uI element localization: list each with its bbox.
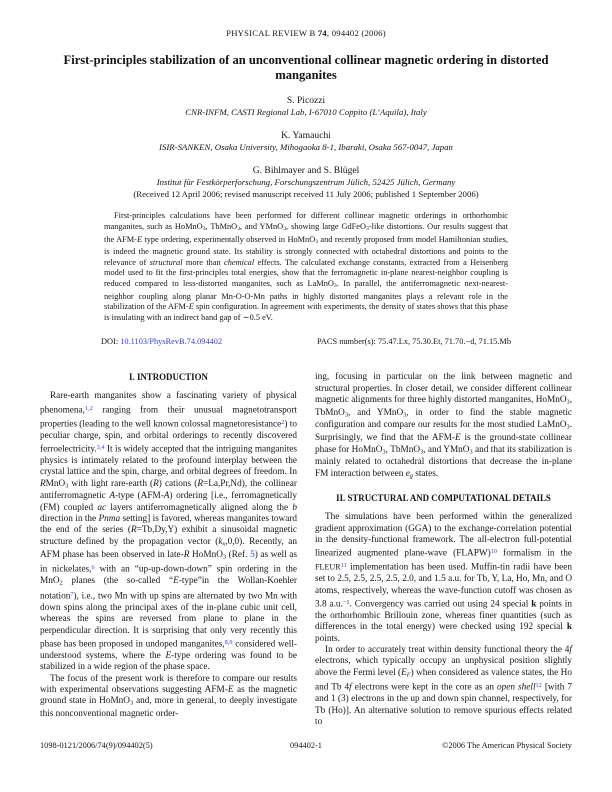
text-run: R [197, 478, 203, 489]
text-run: HoMnO [189, 549, 223, 560]
text-run: ,0,0). Recently, an AFM phase has been observed in late- [40, 536, 297, 560]
author-name: S. Picozzi [286, 95, 326, 107]
text-run: points in the orthorhombic Brillouin zone, whereas finer quantities (such as differences in the total energy) were checked using 192 special [315, 599, 573, 633]
text-run: E [455, 433, 461, 444]
text-run: ranging from their unusual magnetotransport properties (leading to the well known colossal magnetoresistance [40, 405, 297, 430]
text-run: ing, focusing in particular on the link between magnetic and structural properties. In closer detail, we consider different collinear magnetic alignments for three highly distorted manganites, HoMnO [315, 372, 572, 406]
journal-header [40, 28, 572, 38]
text-run: 3 [403, 411, 407, 419]
text-run: ), i.e., two Mn with up spins are alternated by two Mn with down spins along the principal axes of the in-plane cubic unit cell, whereas the spins are reversed from plane to plane in the perpendicular direction. It is surprising that only very recently this phase has been proposed in undoped manganites, [40, 591, 297, 650]
text-run: , and YMnO [347, 407, 404, 418]
text-run: FLEUR [315, 562, 341, 572]
text-run: ac [97, 502, 107, 513]
text-run: , TbMnO [205, 221, 238, 231]
text-run: k [566, 622, 572, 633]
pacs-line: PACS number(s): 75.47.Lx, 75.30.Et, 71.70.−d, 71.15.Mb [317, 337, 511, 347]
text-run: −1 [342, 599, 350, 607]
text-run: 3 [344, 411, 348, 419]
text-run: -type (AFM- [114, 491, 164, 502]
citation-link[interactable]: 12 [535, 682, 542, 690]
left-column [40, 372, 297, 728]
text-run: The simulations have been performed within the generalized gradient approximation (GGA) to the exchange-correlation potential in the density-functional framework. The all-electron full-potential linearized augmented plane-wave (FLAPW) [315, 512, 572, 559]
received-line: (Received 12 April 2006; revised manuscript received 11 July 2006; published 1 September 2006) [133, 189, 479, 200]
text-run: It is widely accepted that the intriguing manganites physics is intimately related to the profound interplay between the crystal lattice and the spin, charge, and orbital degrees of freedom. In [40, 444, 297, 478]
text-run: ) when considered as valence states, the Ho and Tb 4 [315, 667, 572, 694]
text-run: . Convergency was carried out using 24 special [349, 599, 532, 610]
text-run: . Surprisingly, we find that the AFM- [315, 420, 572, 444]
citation-link[interactable]: 7 [70, 590, 74, 598]
text-run: is the ground-state collinear phase for HoMnO [315, 433, 572, 455]
paragraph [315, 645, 572, 728]
text-run: E [165, 650, 172, 661]
text-run: f [569, 645, 572, 656]
abstract [104, 211, 508, 323]
text-run: . In parallel, the antiferromagnetic next-nearest-neighbor coupling along planar Mn-O-O-Mn paths in highly distorted manganites plays a relevant role in the stabilization of the AFM- [104, 278, 508, 312]
text-run: , TbMnO [315, 395, 572, 418]
author-name: G. Bihlmayer and S. Blügel [252, 165, 360, 177]
text-run: 3 [566, 423, 570, 431]
text-run: 3 [566, 398, 570, 406]
text-run: type ordering, experimentally observed in HoMnO [142, 234, 316, 244]
section-heading-structural-details: II. STRUCTURAL AND COMPUTATIONAL DETAILS [336, 493, 551, 504]
text-run: , showing large GdFeO [286, 221, 367, 231]
author-block-yamauchi [40, 130, 572, 152]
text-run: effects. The calculated exchange constants, extracted from a Heisenberg model used to fit the first-principles total energies, show that the ferromagnetic in-plane nearest-neighbor coupling is reduced compared to less-distorted manganites, such as LaMnO [104, 257, 508, 288]
text-run: E [188, 302, 194, 312]
author-name: K. Yamauchi [281, 130, 331, 142]
text-run: 2 [59, 579, 63, 587]
author-affiliation: Institut für Festkörperforschung, Forschungszentrum Jülich, 52425 Jülich, Germany [156, 177, 456, 188]
paragraph [315, 372, 572, 481]
citation-link[interactable]: 8,9 [224, 638, 233, 646]
paper-title: First-principles stabilization of an unconventional collinear magnetic ordering in distorted manganites [63, 53, 549, 82]
text-run: structural [149, 257, 183, 267]
citation-link[interactable]: 10 [490, 548, 497, 556]
text-run: 3 [65, 482, 69, 490]
text-run: g [409, 471, 413, 479]
citation-link[interactable]: 11 [340, 562, 347, 570]
citation-link[interactable]: 5 [250, 549, 255, 560]
text-run: layers antiferromagnetically aligned along the [106, 502, 293, 513]
doi-link[interactable]: 10.1103/PhysRevB.74.094402 [120, 337, 223, 347]
text-run: R [131, 525, 137, 536]
text-run: 3 [130, 699, 134, 707]
text-run: 3 [202, 225, 206, 232]
text-run: The focus of the present work is therefore to compare our results with experimental observations suggesting AFM- [40, 673, 297, 695]
text-run: , 094402 (2006) [326, 28, 386, 38]
text-run: F [406, 671, 411, 679]
two-column-body [40, 372, 572, 728]
text-run: 3 [315, 238, 319, 245]
text-run: (Ref. [226, 549, 251, 560]
doi-pacs-row [101, 337, 511, 346]
text-run: implementation has been used. Muffin-tin radii have been set to 2.5, 2.5, 2.5, 2.5, 2.0, and 1.5 a.u. for Tb, Y, La, Ho, Mn, and O atoms, respectively, whereas the wave-function cutoff was chosen as 3.8 a.u. [315, 562, 572, 610]
text-run: -type”in the Wollan-Koehler notation [40, 576, 297, 602]
text-run: -type ordering was found to be stabilized in a wide region of the phase space. [40, 650, 297, 673]
text-run: 3 [420, 447, 424, 455]
text-run: chemical [224, 257, 255, 267]
citation-link[interactable]: 6 [91, 564, 95, 572]
text-run: considered well-understood systems, where the [40, 639, 297, 661]
footer-page-number: 094402-1 [290, 741, 322, 750]
text-run: E [401, 667, 407, 678]
text-run: k [531, 599, 537, 610]
text-run: , and YMnO [423, 444, 470, 455]
citation-link[interactable]: 3,4 [96, 444, 105, 452]
text-run: with light rare-earth ( [68, 478, 154, 489]
text-run: PHYSICAL REVIEW B [226, 28, 318, 38]
text-run: A [163, 491, 170, 502]
text-run: 74 [317, 28, 327, 38]
text-run: ) to peculiar charge, spin, and orbital orderings to recently discovered ferroelectricity. [40, 419, 298, 455]
right-column [315, 372, 572, 728]
text-run: =Tb,Dy,Y) exhibit a sinusoidal magnetic structure defined by the propagation vector ( [40, 525, 297, 547]
text-run: E [136, 234, 143, 244]
paragraph [40, 674, 297, 721]
text-run: 3 [222, 552, 227, 560]
text-run: e [405, 468, 410, 479]
text-run: 3 [382, 447, 386, 455]
text-run: 3 [333, 283, 337, 290]
text-run: 3 [237, 225, 241, 232]
text-run: R [183, 549, 190, 560]
text-run: f [349, 683, 352, 694]
text-run: ) as well as in nickelates, [40, 549, 298, 575]
doi-line [101, 337, 222, 346]
text-run: open shell [497, 683, 536, 694]
text-run: [with 7 and 1 (3) electrons in the up and down spin channel, respectively, for Tb (Ho)]. An alternative solution to remove spurious effects related to [315, 683, 573, 728]
text-run: and recently proposed from model Hamiltonian studies, is indeed the magnetic ground state. Its stability is strongly connected with octahedral distortions and points to the relevance of [104, 234, 509, 267]
text-run: First-principles calculations have been performed for different collinear magnetic orderings in orthorhombic manganites, such as HoMnO [104, 211, 508, 231]
text-run: 3 [469, 447, 473, 455]
text-run: electrons, which typically occupy an unphysical position slightly above the Fermi level ( [315, 656, 572, 678]
text-run: points. [315, 633, 340, 644]
text-run: setting] is favored, whereas manganites toward the end of the series ( [40, 514, 298, 536]
paragraph [315, 512, 572, 645]
text-run: with an “up-up-down-down” spin ordering in the MnO [40, 564, 297, 587]
paragraph [40, 391, 297, 673]
text-run: formalism in the [496, 549, 572, 559]
text-run: MnO [45, 478, 66, 489]
author-block-bihlmayer-blugel [40, 165, 572, 199]
text-run: as the magnetic ground state in HoMnO [40, 684, 297, 707]
text-run: 3 [366, 225, 369, 232]
citation-link[interactable]: 2 [281, 418, 285, 426]
text-run: direction in the [40, 514, 99, 525]
text-run: more than [182, 257, 225, 267]
text-run: electrons were kept in the core as an [351, 683, 498, 694]
text-run: , TbMnO [385, 444, 420, 455]
text-run: , in order to find the stable magnetic configuration and compare our results for the most studied LaMnO [315, 407, 572, 431]
text-run: A [109, 491, 115, 502]
text-run: x [222, 540, 226, 548]
author-affiliation: CNR-INFM, CASTI Regional Lab, I-67010 Coppito (L’Aquila), Italy [185, 107, 427, 118]
text-run: , and YMnO [240, 221, 284, 231]
text-run: k [218, 536, 223, 547]
doi-label: DOI: [101, 337, 121, 347]
text-run: E [173, 576, 179, 587]
section-heading-introduction: I. INTRODUCTION [129, 372, 208, 383]
text-run: states. [412, 468, 439, 479]
page-footer [40, 741, 572, 750]
footer-issn-code: 1098-0121/2006/74(9)/094402(5) [40, 741, 153, 750]
text-run: ) cations ( [158, 478, 198, 489]
text-run: R [153, 478, 159, 489]
text-run: and, more in general, to deeply investigate this nonconventional magnetic order- [40, 696, 298, 720]
text-run: planes (the so-called “ [62, 576, 174, 587]
text-run: -like distortions. Our results suggest that the AFM- [104, 221, 509, 244]
text-run: spin configuration. In agreement with experiments, the density of states shows that this phase is insulating with an indirect band gap of ∼0.5 eV. [104, 302, 508, 322]
text-run: In order to accurately treat within density functional theory the 4 [325, 645, 570, 656]
footer-copyright: ©2006 The American Physical Society [442, 741, 572, 750]
text-run: Pnma [98, 514, 121, 525]
citation-link[interactable]: 1,2 [84, 404, 93, 412]
text-run: R [40, 478, 46, 489]
text-run: and that its stabilization is mainly related to octahedral distortions that decrease the in-plane FM interaction between [315, 444, 572, 479]
author-block-picozzi [40, 95, 572, 117]
text-run: ) ordering [i.e., ferromagnetically (FM) coupled [40, 491, 298, 513]
text-run: 3 [283, 225, 287, 232]
text-run: Rare-earth manganites show a fascinating variety of physical phenomena, [40, 391, 297, 416]
author-affiliation: ISIR-SANKEN, Osaka University, Mihogaoka 8-1, Ibaraki, Osaka 567-0047, Japan [159, 142, 453, 153]
text-run: b [292, 502, 298, 513]
text-run: =La,Pr,Nd), the collinear antiferromagnetic [40, 478, 297, 502]
text-run: E [227, 684, 234, 695]
